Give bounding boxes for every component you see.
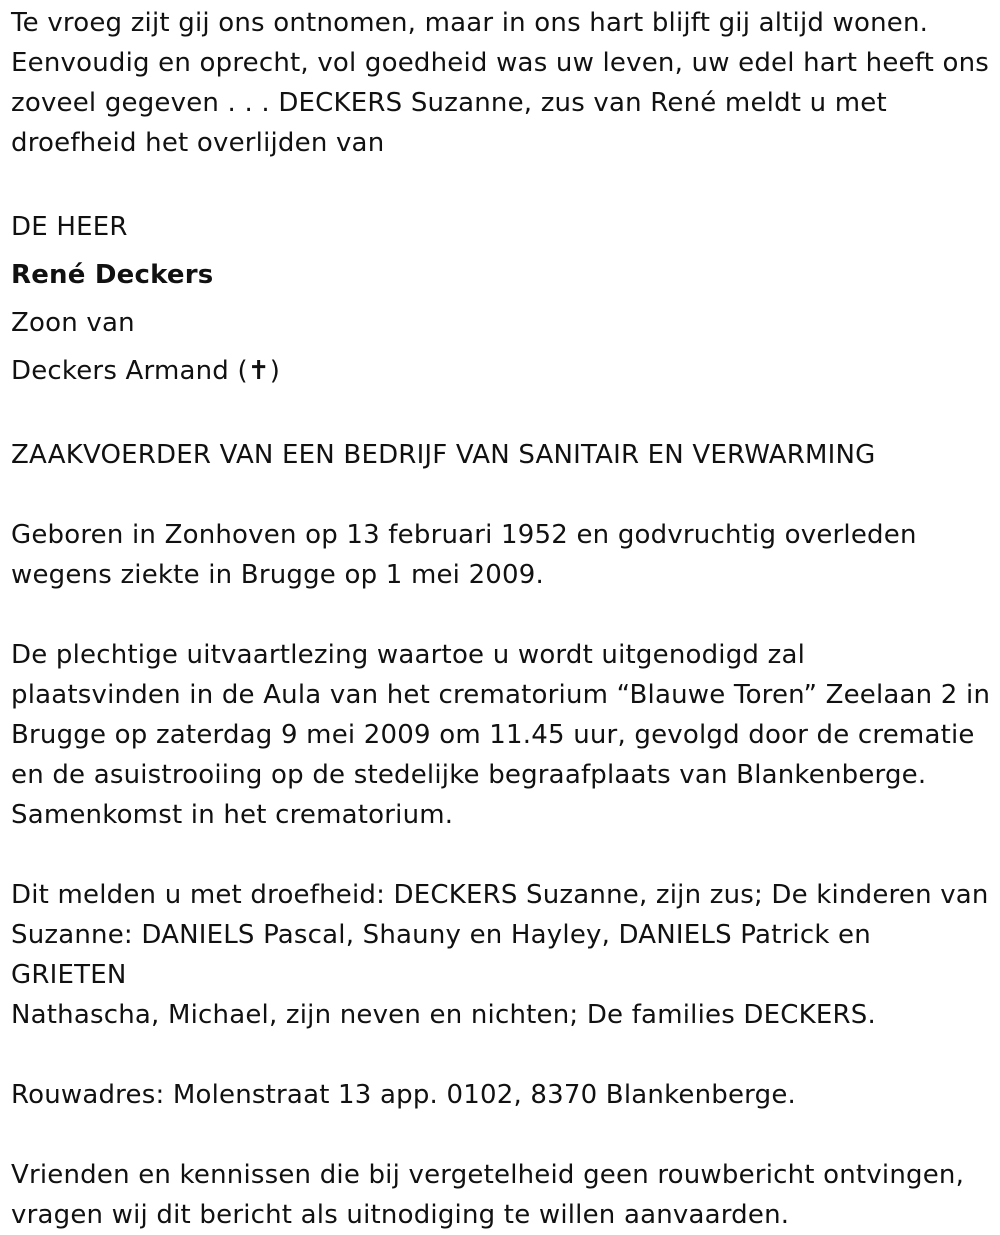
ceremony-line: plaatsvinden in de Aula van het crematorium “Blauwe Toren” Zeelaan 2 in — [11, 680, 991, 710]
closing-paragraph — [11, 1155, 993, 1235]
father-name: Deckers Armand (✝) — [11, 356, 281, 386]
mourners-paragraph — [11, 875, 993, 1035]
ceremony-line: De plechtige uitvaartlezing waartoe u wordt uitgenodigd zal — [11, 640, 806, 670]
intro-line: zoveel gegeven . . . DECKERS Suzanne, zus van René meldt u met — [11, 88, 887, 118]
spacer — [11, 1115, 993, 1155]
deceased-name: René Deckers — [11, 260, 214, 290]
birth-death-line: wegens ziekte in Brugge op 1 mei 2009. — [11, 560, 544, 590]
obituary-text — [11, 3, 993, 1235]
intro-paragraph — [11, 3, 993, 163]
deceased-block — [11, 203, 993, 395]
ceremony-line: Brugge op zaterdag 9 mei 2009 om 11.45 uur, gevolgd door de crematie — [11, 720, 975, 750]
spacer — [11, 1035, 993, 1075]
intro-line: Eenvoudig en oprecht, vol goedheid was uw leven, uw edel hart heeft ons — [11, 48, 990, 78]
spacer — [11, 163, 993, 203]
son-of-label: Zoon van — [11, 308, 135, 338]
mourning-address: Rouwadres: Molenstraat 13 app. 0102, 8370 Blankenberge. — [11, 1080, 796, 1110]
mourners-line: Nathascha, Michael, zijn neven en nichten; De families DECKERS. — [11, 1000, 876, 1030]
deceased-title: DE HEER — [11, 212, 128, 242]
birth-death-paragraph — [11, 515, 993, 595]
closing-line: Vrienden en kennissen die bij vergetelheid geen rouwbericht ontvingen, — [11, 1160, 965, 1190]
spacer — [11, 395, 993, 435]
spacer — [11, 835, 993, 875]
intro-line: Te vroeg zijt gij ons ontnomen, maar in ons hart blijft gij altijd wonen. — [11, 8, 929, 38]
intro-line: droefheid het overlijden van — [11, 128, 385, 158]
ceremony-line: en de asuistrooiing op de stedelijke begraafplaats van Blankenberge. — [11, 760, 927, 790]
mourners-line: Dit melden u met droefheid: DECKERS Suzanne, zijn zus; De kinderen van — [11, 880, 989, 910]
ceremony-paragraph — [11, 635, 993, 835]
birth-death-line: Geboren in Zonhoven op 13 februari 1952 en godvruchtig overleden — [11, 520, 917, 550]
ceremony-line: Samenkomst in het crematorium. — [11, 800, 454, 830]
spacer — [11, 595, 993, 635]
mourners-line: Suzanne: DANIELS Pascal, Shauny en Hayley, DANIELS Patrick en GRIETEN — [11, 920, 871, 990]
occupation: ZAAKVOERDER VAN EEN BEDRIJF VAN SANITAIR EN VERWARMING — [11, 440, 876, 470]
closing-line: vragen wij dit bericht als uitnodiging te willen aanvaarden. — [11, 1200, 790, 1230]
spacer — [11, 475, 993, 515]
